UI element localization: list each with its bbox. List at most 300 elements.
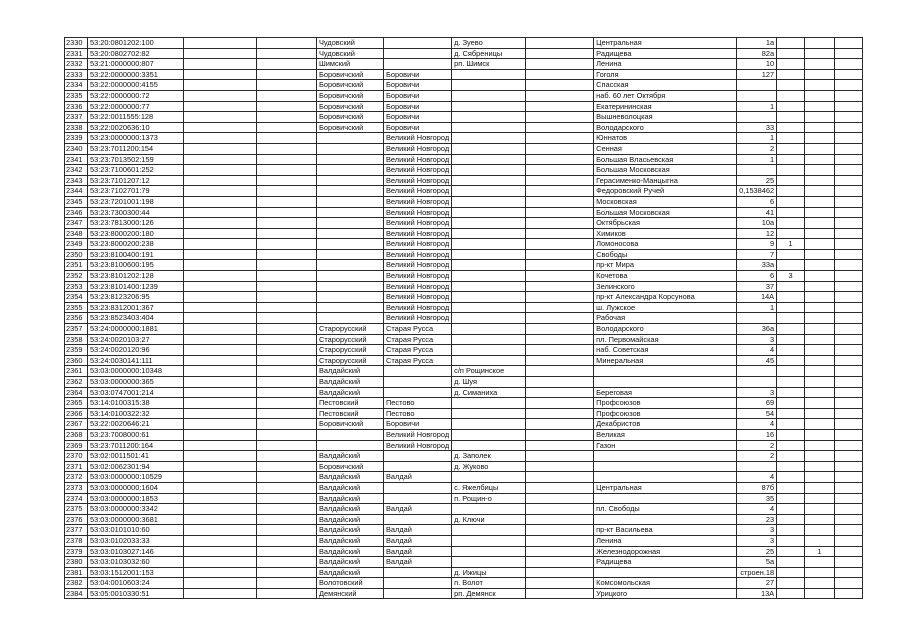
col-empty-a-cell [184, 196, 257, 207]
row-number-cell: 2350 [65, 249, 88, 260]
col-empty-b-cell [257, 472, 317, 483]
district-cell [317, 429, 384, 440]
house-number-cell: 1 [737, 154, 777, 165]
col-empty-a-cell [184, 482, 257, 493]
table-row [65, 366, 863, 377]
cadastral-number-cell: 53:23:8523403:404 [88, 313, 184, 324]
settlement-cell [452, 143, 526, 154]
table-row [65, 186, 863, 197]
cadastral-table [64, 37, 863, 599]
settlement-cell [452, 345, 526, 356]
col-empty-b-cell [257, 80, 317, 91]
extra-3-cell [835, 101, 863, 112]
extra-2-cell [805, 429, 835, 440]
extra-2-cell [805, 504, 835, 515]
city-cell: Пестово [384, 398, 452, 409]
extra-3-cell [835, 493, 863, 504]
extra-2-cell [805, 80, 835, 91]
col-empty-b-cell [257, 493, 317, 504]
table-row [65, 557, 863, 568]
city-cell: Великий Новгород [384, 313, 452, 324]
col-empty-c-cell [526, 80, 594, 91]
street-cell: Гоголя [594, 69, 737, 80]
row-number-cell: 2343 [65, 175, 88, 186]
table-row [65, 154, 863, 165]
col-empty-b-cell [257, 313, 317, 324]
extra-2-cell [805, 69, 835, 80]
extra-3-cell [835, 504, 863, 515]
city-cell: Великий Новгород [384, 186, 452, 197]
col-empty-c-cell [526, 112, 594, 123]
row-number-cell: 2338 [65, 122, 88, 133]
extra-2-cell [805, 122, 835, 133]
col-empty-a-cell [184, 355, 257, 366]
col-empty-c-cell [526, 493, 594, 504]
col-empty-a-cell [184, 504, 257, 515]
col-empty-a-cell [184, 218, 257, 229]
col-empty-c-cell [526, 281, 594, 292]
table-row [65, 535, 863, 546]
extra-1-cell [777, 48, 805, 59]
col-empty-b-cell [257, 525, 317, 536]
district-cell [317, 228, 384, 239]
district-cell: Валдайский [317, 493, 384, 504]
district-cell: Валдайский [317, 366, 384, 377]
extra-2-cell [805, 186, 835, 197]
col-empty-b-cell [257, 588, 317, 599]
table-row [65, 228, 863, 239]
extra-2-cell [805, 398, 835, 409]
extra-3-cell [835, 355, 863, 366]
row-number-cell: 2355 [65, 302, 88, 313]
row-number-cell: 2351 [65, 260, 88, 271]
street-cell: Минеральная [594, 355, 737, 366]
extra-2-cell [805, 271, 835, 282]
district-cell [317, 143, 384, 154]
extra-1-cell [777, 514, 805, 525]
house-number-cell: 4 [737, 504, 777, 515]
col-empty-c-cell [526, 302, 594, 313]
cadastral-number-cell: 53:23:7011200:164 [88, 440, 184, 451]
settlement-cell [452, 281, 526, 292]
row-number-cell: 2334 [65, 80, 88, 91]
table-row [65, 398, 863, 409]
row-number-cell: 2364 [65, 387, 88, 398]
house-number-cell: 2 [737, 143, 777, 154]
extra-1-cell [777, 419, 805, 430]
extra-1-cell [777, 525, 805, 536]
extra-2-cell [805, 239, 835, 250]
col-empty-b-cell [257, 546, 317, 557]
city-cell [384, 387, 452, 398]
house-number-cell: 3 [737, 387, 777, 398]
row-number-cell: 2352 [65, 271, 88, 282]
extra-3-cell [835, 249, 863, 260]
house-number-cell [737, 165, 777, 176]
settlement-cell: д. Шуя [452, 377, 526, 388]
col-empty-c-cell [526, 334, 594, 345]
street-cell [594, 451, 737, 462]
col-empty-a-cell [184, 281, 257, 292]
city-cell [384, 482, 452, 493]
street-cell: Железнодорожная [594, 546, 737, 557]
col-empty-a-cell [184, 345, 257, 356]
extra-2-cell [805, 101, 835, 112]
col-empty-a-cell [184, 387, 257, 398]
city-cell [384, 567, 452, 578]
house-number-cell: 27 [737, 578, 777, 589]
extra-2-cell [805, 196, 835, 207]
street-cell: пл. Первомайская [594, 334, 737, 345]
table-row [65, 196, 863, 207]
house-number-cell: 3 [737, 535, 777, 546]
house-number-cell: 33а [737, 260, 777, 271]
col-empty-b-cell [257, 260, 317, 271]
city-cell: Валдай [384, 546, 452, 557]
col-empty-a-cell [184, 175, 257, 186]
cadastral-number-cell: 53:23:8123206:95 [88, 292, 184, 303]
col-empty-c-cell [526, 514, 594, 525]
city-cell [384, 461, 452, 472]
house-number-cell [737, 313, 777, 324]
extra-2-cell [805, 292, 835, 303]
extra-2-cell [805, 535, 835, 546]
cadastral-number-cell: 53:23:7300300:44 [88, 207, 184, 218]
col-empty-b-cell [257, 207, 317, 218]
cadastral-number-cell: 53:03:1512001:153 [88, 567, 184, 578]
street-cell: Профсоюзов [594, 398, 737, 409]
district-cell: Старорусский [317, 324, 384, 335]
col-empty-b-cell [257, 218, 317, 229]
street-cell: Урицкого [594, 588, 737, 599]
row-number-cell: 2361 [65, 366, 88, 377]
city-cell [384, 59, 452, 70]
extra-2-cell [805, 461, 835, 472]
col-empty-a-cell [184, 429, 257, 440]
house-number-cell: 54 [737, 408, 777, 419]
cadastral-number-cell: 53:03:0000000:1604 [88, 482, 184, 493]
extra-3-cell [835, 281, 863, 292]
col-empty-b-cell [257, 249, 317, 260]
col-empty-c-cell [526, 419, 594, 430]
cadastral-number-cell: 53:23:8312001:367 [88, 302, 184, 313]
settlement-cell [452, 80, 526, 91]
extra-2-cell [805, 408, 835, 419]
settlement-cell [452, 271, 526, 282]
table-row [65, 493, 863, 504]
settlement-cell [452, 525, 526, 536]
settlement-cell [452, 419, 526, 430]
col-empty-b-cell [257, 440, 317, 451]
cadastral-number-cell: 53:02:0062301:94 [88, 461, 184, 472]
extra-3-cell [835, 398, 863, 409]
house-number-cell: 87б [737, 482, 777, 493]
col-empty-a-cell [184, 578, 257, 589]
row-number-cell: 2360 [65, 355, 88, 366]
extra-3-cell [835, 133, 863, 144]
extra-3-cell [835, 80, 863, 91]
extra-3-cell [835, 260, 863, 271]
row-number-cell: 2353 [65, 281, 88, 292]
street-cell: Ленина [594, 535, 737, 546]
table-row [65, 281, 863, 292]
district-cell [317, 154, 384, 165]
street-cell: Спасская [594, 80, 737, 91]
district-cell: Боровичский [317, 461, 384, 472]
cadastral-number-cell: 53:22:0000000:77 [88, 101, 184, 112]
extra-1-cell [777, 345, 805, 356]
extra-1-cell [777, 218, 805, 229]
col-empty-b-cell [257, 567, 317, 578]
row-number-cell: 2368 [65, 429, 88, 440]
street-cell: Герасименко-Манцыгна [594, 175, 737, 186]
extra-3-cell [835, 165, 863, 176]
col-empty-b-cell [257, 535, 317, 546]
col-empty-c-cell [526, 69, 594, 80]
extra-1-cell [777, 207, 805, 218]
cadastral-number-cell: 53:23:8000200:238 [88, 239, 184, 250]
district-cell: Боровичский [317, 122, 384, 133]
house-number-cell: 13А [737, 588, 777, 599]
house-number-cell: 4 [737, 419, 777, 430]
city-cell: Старая Русса [384, 324, 452, 335]
district-cell: Валдайский [317, 377, 384, 388]
settlement-cell [452, 398, 526, 409]
extra-3-cell [835, 419, 863, 430]
extra-3-cell [835, 175, 863, 186]
district-cell: Боровичский [317, 69, 384, 80]
row-number-cell: 2362 [65, 377, 88, 388]
col-empty-a-cell [184, 112, 257, 123]
district-cell: Демянский [317, 588, 384, 599]
street-cell: наб. Советская [594, 345, 737, 356]
row-number-cell: 2372 [65, 472, 88, 483]
col-empty-b-cell [257, 345, 317, 356]
col-empty-a-cell [184, 143, 257, 154]
extra-1-cell [777, 133, 805, 144]
extra-3-cell [835, 334, 863, 345]
col-empty-c-cell [526, 377, 594, 388]
col-empty-a-cell [184, 228, 257, 239]
house-number-cell [737, 112, 777, 123]
col-empty-b-cell [257, 366, 317, 377]
cadastral-number-cell: 53:24:0020103:27 [88, 334, 184, 345]
house-number-cell: 5а [737, 557, 777, 568]
settlement-cell [452, 186, 526, 197]
col-empty-a-cell [184, 249, 257, 260]
cadastral-number-cell: 53:22:0020646:21 [88, 419, 184, 430]
table-row [65, 38, 863, 49]
cadastral-number-cell: 53:03:0000000:10348 [88, 366, 184, 377]
street-cell [594, 366, 737, 377]
settlement-cell [452, 239, 526, 250]
city-cell [384, 48, 452, 59]
city-cell: Великий Новгород [384, 207, 452, 218]
col-empty-c-cell [526, 546, 594, 557]
table-body [65, 38, 863, 599]
extra-1-cell [777, 143, 805, 154]
table-row [65, 133, 863, 144]
district-cell: Валдайский [317, 504, 384, 515]
city-cell: Боровичи [384, 69, 452, 80]
extra-3-cell [835, 525, 863, 536]
extra-3-cell [835, 578, 863, 589]
col-empty-c-cell [526, 133, 594, 144]
street-cell: Большая Московская [594, 165, 737, 176]
street-cell: Великая [594, 429, 737, 440]
register-sheet [64, 37, 863, 599]
cadastral-number-cell: 53:03:0103032:60 [88, 557, 184, 568]
city-cell: Великий Новгород [384, 429, 452, 440]
settlement-cell: д. Заполек [452, 451, 526, 462]
district-cell: Пестовский [317, 398, 384, 409]
col-empty-a-cell [184, 451, 257, 462]
extra-2-cell [805, 334, 835, 345]
col-empty-b-cell [257, 112, 317, 123]
street-cell: пр-кт Васильева [594, 525, 737, 536]
extra-1-cell [777, 59, 805, 70]
settlement-cell: с/п Рощинское [452, 366, 526, 377]
table-row [65, 355, 863, 366]
col-empty-c-cell [526, 324, 594, 335]
cadastral-number-cell: 53:23:8100400:191 [88, 249, 184, 260]
house-number-cell: 9 [737, 239, 777, 250]
cadastral-number-cell: 53:24:0030141:111 [88, 355, 184, 366]
extra-2-cell [805, 90, 835, 101]
col-empty-a-cell [184, 260, 257, 271]
row-number-cell: 2345 [65, 196, 88, 207]
cadastral-number-cell: 53:14:0100315:38 [88, 398, 184, 409]
col-empty-a-cell [184, 557, 257, 568]
settlement-cell [452, 90, 526, 101]
row-number-cell: 2336 [65, 101, 88, 112]
house-number-cell [737, 90, 777, 101]
row-number-cell: 2348 [65, 228, 88, 239]
city-cell: Великий Новгород [384, 249, 452, 260]
street-cell [594, 567, 737, 578]
extra-3-cell [835, 59, 863, 70]
district-cell: Чудовский [317, 48, 384, 59]
cadastral-number-cell: 53:03:0000000:10529 [88, 472, 184, 483]
col-empty-b-cell [257, 557, 317, 568]
row-number-cell: 2335 [65, 90, 88, 101]
extra-1-cell: 3 [777, 271, 805, 282]
settlement-cell: д. Жуково [452, 461, 526, 472]
col-empty-c-cell [526, 398, 594, 409]
table-row [65, 334, 863, 345]
street-cell: Профсоюзов [594, 408, 737, 419]
col-empty-b-cell [257, 324, 317, 335]
city-cell: Великий Новгород [384, 302, 452, 313]
row-number-cell: 2340 [65, 143, 88, 154]
row-number-cell: 2358 [65, 334, 88, 345]
house-number-cell: строен.18 [737, 567, 777, 578]
settlement-cell [452, 165, 526, 176]
row-number-cell: 2349 [65, 239, 88, 250]
cadastral-number-cell: 53:22:0000000:4155 [88, 80, 184, 91]
col-empty-a-cell [184, 90, 257, 101]
col-empty-a-cell [184, 525, 257, 536]
extra-2-cell [805, 165, 835, 176]
district-cell [317, 281, 384, 292]
house-number-cell: 1а [737, 38, 777, 49]
col-empty-b-cell [257, 165, 317, 176]
house-number-cell [737, 377, 777, 388]
street-cell: ш. Лужское [594, 302, 737, 313]
extra-1-cell [777, 493, 805, 504]
cadastral-number-cell: 53:20:0802702:82 [88, 48, 184, 59]
street-cell: пр-кт Мира [594, 260, 737, 271]
street-cell [594, 514, 737, 525]
row-number-cell: 2376 [65, 514, 88, 525]
district-cell [317, 302, 384, 313]
extra-2-cell [805, 59, 835, 70]
col-empty-b-cell [257, 196, 317, 207]
table-row [65, 260, 863, 271]
table-row [65, 292, 863, 303]
cadastral-number-cell: 53:23:8101400:1239 [88, 281, 184, 292]
col-empty-b-cell [257, 59, 317, 70]
col-empty-b-cell [257, 334, 317, 345]
extra-3-cell [835, 292, 863, 303]
extra-1-cell [777, 398, 805, 409]
house-number-cell: 14А [737, 292, 777, 303]
col-empty-a-cell [184, 334, 257, 345]
extra-2-cell [805, 557, 835, 568]
extra-2-cell [805, 207, 835, 218]
city-cell: Валдай [384, 557, 452, 568]
house-number-cell: 10 [737, 59, 777, 70]
settlement-cell [452, 218, 526, 229]
extra-1-cell [777, 504, 805, 515]
district-cell [317, 313, 384, 324]
table-row [65, 546, 863, 557]
street-cell: Вышневолоцкая [594, 112, 737, 123]
settlement-cell [452, 154, 526, 165]
extra-1-cell [777, 387, 805, 398]
extra-2-cell [805, 260, 835, 271]
district-cell [317, 133, 384, 144]
extra-2-cell [805, 143, 835, 154]
table-row [65, 313, 863, 324]
house-number-cell: 35 [737, 493, 777, 504]
extra-2-cell [805, 302, 835, 313]
row-number-cell: 2347 [65, 218, 88, 229]
row-number-cell: 2344 [65, 186, 88, 197]
cadastral-number-cell: 53:23:0000000:1373 [88, 133, 184, 144]
extra-1-cell [777, 292, 805, 303]
house-number-cell: 10а [737, 218, 777, 229]
extra-3-cell [835, 271, 863, 282]
col-empty-a-cell [184, 186, 257, 197]
cadastral-number-cell: 53:03:0101010:60 [88, 525, 184, 536]
extra-1-cell [777, 472, 805, 483]
col-empty-b-cell [257, 271, 317, 282]
cadastral-number-cell: 53:04:0010603:24 [88, 578, 184, 589]
col-empty-c-cell [526, 38, 594, 49]
city-cell: Валдай [384, 504, 452, 515]
settlement-cell [452, 504, 526, 515]
street-cell: Зелинского [594, 281, 737, 292]
col-empty-c-cell [526, 228, 594, 239]
row-number-cell: 2333 [65, 69, 88, 80]
extra-1-cell: 1 [777, 239, 805, 250]
district-cell: Старорусский [317, 355, 384, 366]
col-empty-b-cell [257, 504, 317, 515]
row-number-cell: 2366 [65, 408, 88, 419]
col-empty-c-cell [526, 218, 594, 229]
extra-1-cell [777, 535, 805, 546]
